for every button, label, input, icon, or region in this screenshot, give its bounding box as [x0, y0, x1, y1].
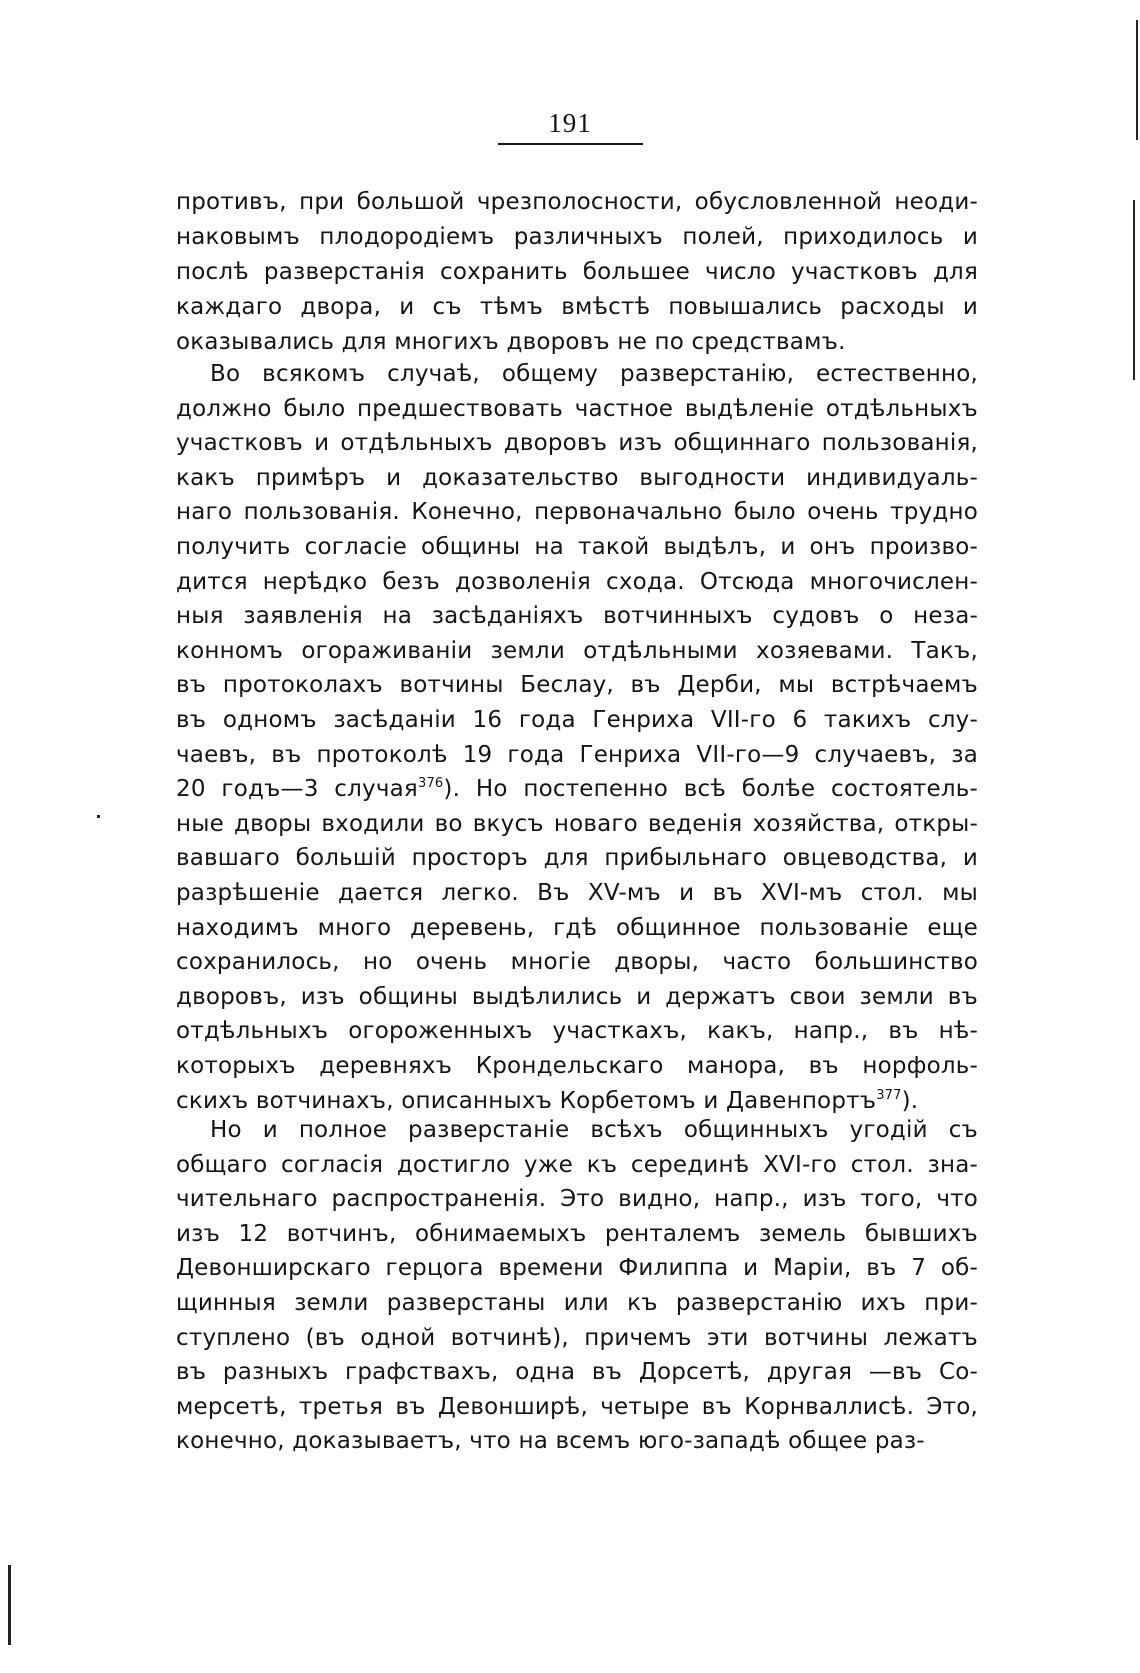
text-line [176, 1389, 978, 1425]
text-line [176, 391, 978, 427]
line-text: наго пользованія. Конечно, первоначально было очень трудно [176, 499, 978, 526]
text-line [176, 564, 978, 600]
line-text: должно было предшествовать частное выдѣленіе отдѣльныхъ [176, 395, 978, 422]
line-text: чаевъ, въ протоколѣ 19 года Генриха VII-го—9 случаевъ, за [176, 741, 978, 768]
text-line [176, 289, 978, 325]
text-line [176, 1285, 978, 1321]
text-line [176, 1181, 978, 1217]
text-line [176, 875, 978, 911]
text-line [176, 425, 978, 461]
text-line [176, 1250, 978, 1286]
text-line [210, 356, 978, 392]
line-text: дворовъ, изъ общины выдѣлились и держатъ свои земли въ [176, 983, 978, 1010]
text-line [176, 737, 978, 773]
text-line [176, 771, 978, 807]
text-line [176, 184, 978, 220]
line-text: которыхъ деревняхъ Крондельскаго манора, въ норфоль- [176, 1053, 978, 1079]
line-text: разрѣшеніе дается легко. Въ XV-мъ и въ XVI-мъ стол. мы [176, 880, 978, 906]
line-text: находимъ много деревень, гдѣ общинное пользованіе еще [176, 914, 978, 941]
line-text: послѣ разверстанія сохранить большее число участковъ для [176, 259, 978, 285]
text-line [176, 1147, 978, 1183]
line-text-continued: ). Но постепенно всѣ болѣе состоятель- [443, 776, 978, 803]
text-line [176, 633, 978, 669]
line-text: чительнаго распространенія. Это видно, напр., изъ того, что [176, 1186, 978, 1213]
line-text: ступлено (въ одной вотчинѣ), причемъ эти вотчины лежатъ [176, 1324, 978, 1351]
line-text: конечно, доказываетъ, что на всемъ юго-западѣ общее раз- [176, 1428, 925, 1455]
line-text: щинныя земли разверстаны или къ разверстанію ихъ при- [176, 1290, 978, 1316]
text-line [176, 598, 978, 634]
line-text: общаго согласія достигло уже къ серединѣ XVI-го стол. зна- [176, 1151, 978, 1178]
text-line [176, 529, 978, 565]
text-line [176, 494, 978, 530]
text-line [176, 1048, 978, 1084]
text-line [210, 1112, 978, 1148]
line-text: противъ, при большой чрезполосности, обусловленной неоди- [176, 189, 978, 215]
line-text: въ протоколахъ вотчины Беслау, въ Дерби, мы встрѣчаемъ [176, 672, 978, 699]
line-text: сохранилось, но очень многіе дворы, часто большинство [176, 949, 978, 976]
line-text: отдѣльныхъ огороженныхъ участкахъ, какъ, напр., въ нѣ- [176, 1018, 978, 1045]
text-line [176, 1423, 978, 1459]
text-line [176, 1216, 978, 1252]
line-text: участковъ и отдѣльныхъ дворовъ изъ общиннаго пользованія, [176, 430, 978, 457]
text-line [176, 460, 978, 496]
text-line [176, 806, 978, 842]
line-text: мерсетѣ, третья въ Девонширѣ, четыре въ Корнваллисѣ. Это, [176, 1393, 978, 1420]
line-text: каждаго двора, и съ тѣмъ вмѣстѣ повышались расходы и [176, 294, 978, 320]
text-line [176, 219, 978, 255]
line-text: вавшаго большій просторъ для прибыльнаго овцеводства, и [176, 845, 978, 872]
scan-dot-mark [97, 815, 100, 818]
header-rule [498, 143, 643, 145]
scan-edge-mark [1133, 200, 1135, 380]
line-text-continued: ). [901, 1087, 919, 1114]
line-text: Но и полное разверстаніе всѣхъ общинныхъ угодій съ [210, 1117, 978, 1143]
text-line [176, 324, 978, 360]
text-line [176, 979, 978, 1015]
line-text: Во всякомъ случаѣ, общему разверстанію, естественно, [210, 361, 978, 387]
line-text: конномъ огораживаніи земли отдѣльными хозяевами. Такъ, [176, 637, 978, 664]
scan-edge-mark [8, 1565, 11, 1645]
text-line [176, 667, 978, 703]
text-line [176, 1013, 978, 1049]
line-text: дится нерѣдко безъ дозволенія схода. Отсюда многочислен- [176, 568, 978, 595]
text-line [176, 254, 978, 290]
text-line [176, 910, 978, 946]
text-line [176, 702, 978, 738]
line-text: какъ примѣръ и доказательство выгодности индивидуаль- [176, 464, 978, 491]
line-text: изъ 12 вотчинъ, обнимаемыхъ ренталемъ земель бывшихъ [176, 1220, 978, 1247]
text-line [176, 944, 978, 980]
line-text: въ одномъ засѣданіи 16 года Генриха VII-го 6 такихъ слу- [176, 707, 978, 733]
footnote-reference[interactable]: 377 [876, 1087, 902, 1103]
text-line [176, 1354, 978, 1390]
footnote-reference[interactable]: 376 [417, 776, 444, 792]
line-text: въ разныхъ графствахъ, одна въ Дорсетѣ, другая —въ Со- [176, 1359, 978, 1386]
line-text: 20 годъ—3 случая [176, 776, 418, 803]
line-text: скихъ вотчинахъ, описанныхъ Корбетомъ и Давенпортъ [176, 1087, 877, 1114]
text-line [176, 840, 978, 876]
line-text: наковымъ плодородіемъ различныхъ полей, приходилось и [176, 224, 978, 250]
page-number: 191 [548, 108, 592, 138]
scan-edge-mark [1136, 20, 1138, 140]
line-text: ныя заявленія на засѣданіяхъ вотчинныхъ судовъ о неза- [176, 603, 978, 630]
text-line [176, 1320, 978, 1356]
line-text: Девонширскаго герцога времени Филиппа и Маріи, въ 7 об- [176, 1255, 978, 1282]
line-text: оказывались для многихъ дворовъ не по средствамъ. [176, 329, 846, 355]
line-text: ные дворы входили во вкусъ новаго веденія хозяйства, откры- [176, 810, 978, 837]
line-text: получить согласіе общины на такой выдѣлъ, и онъ произво- [176, 534, 978, 560]
